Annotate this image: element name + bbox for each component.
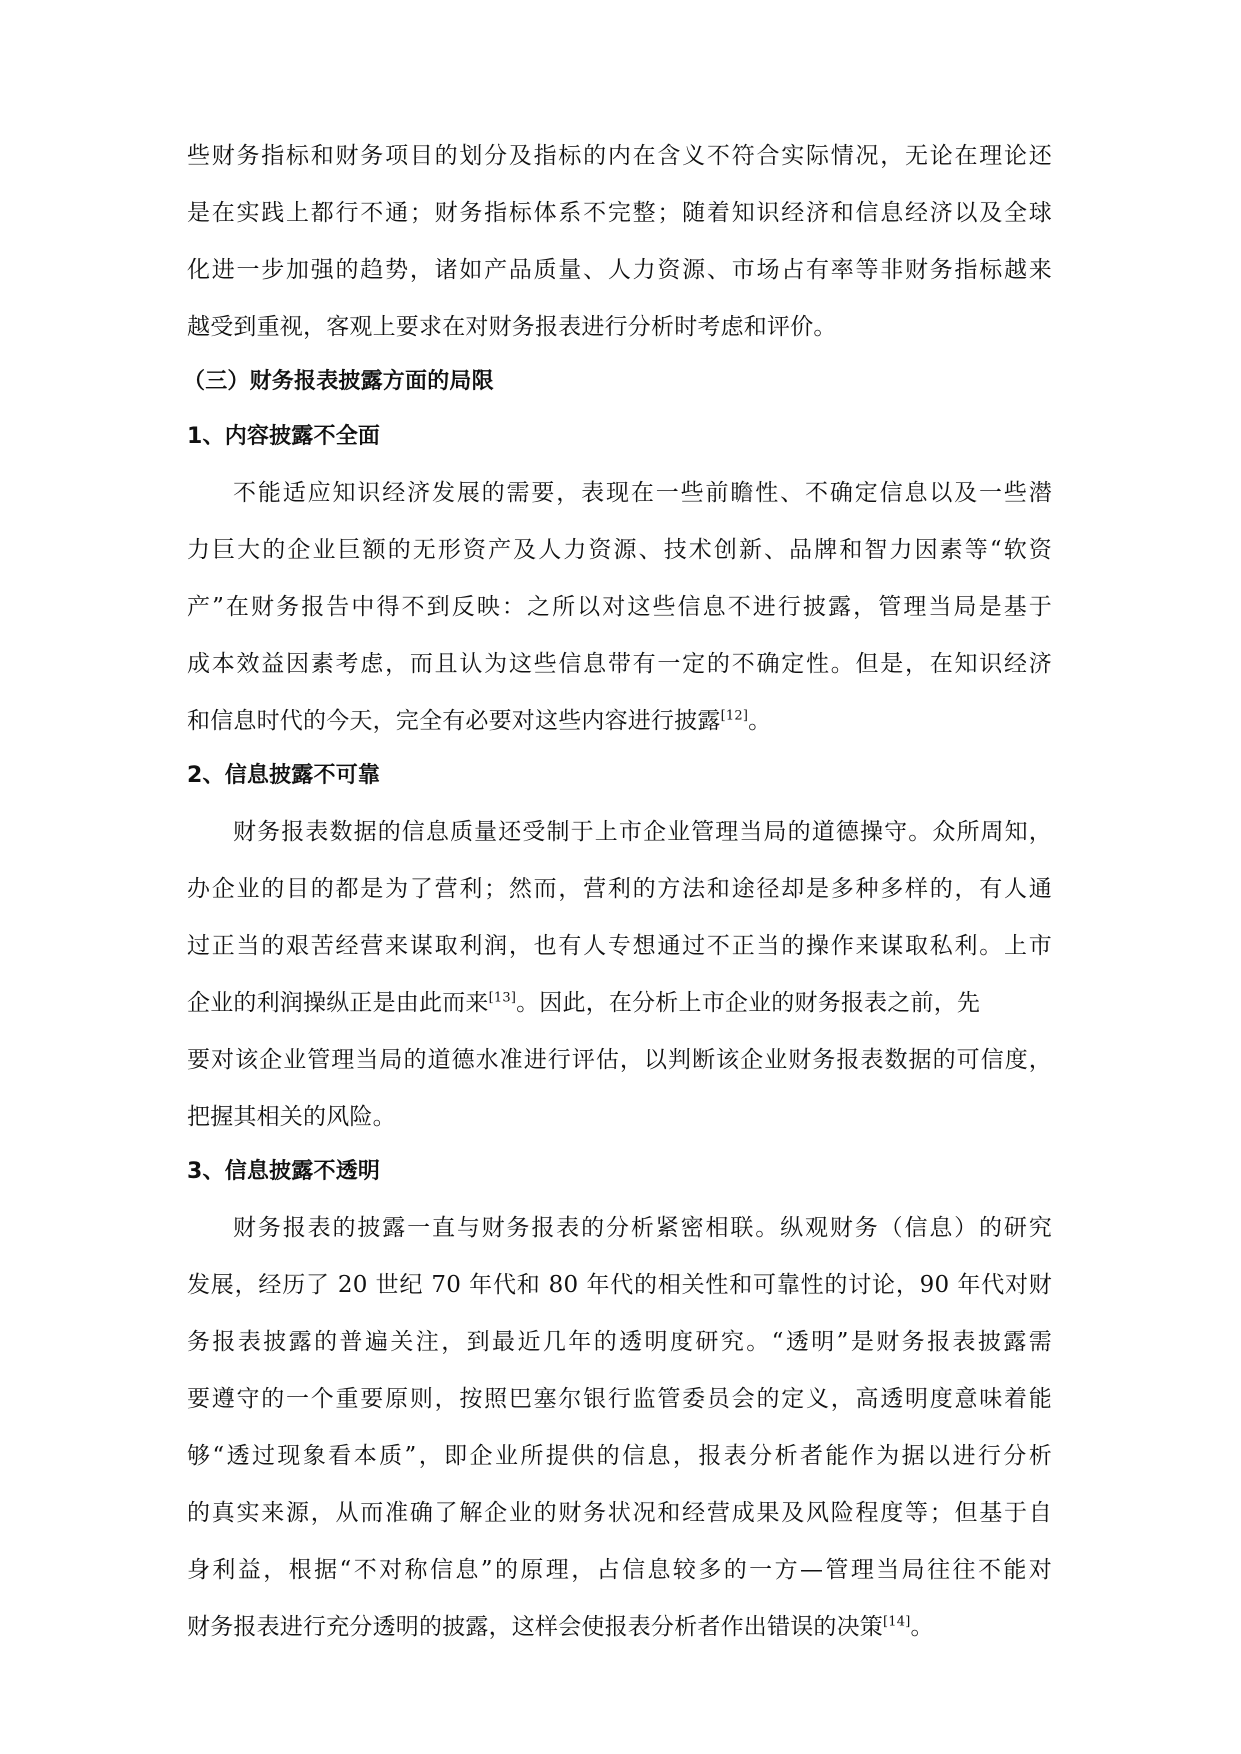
subsection-heading: 1、内容披露不全面 — [187, 424, 381, 449]
paragraph-line: 办企业的目的都是为了营利；然而，营利的方法和途径却是多种多样的，有人通 — [187, 876, 1052, 902]
paragraph-line: 些财务指标和财务项目的划分及指标的内在含义不符合实际情况，无论在理论还 — [187, 143, 1052, 169]
paragraph-line: 务报表披露的普遍关注，到最近几年的透明度研究。“透明”是财务报表披露需 — [187, 1329, 1052, 1355]
paragraph-line — [187, 703, 771, 739]
paragraph-line: 发展，经历了 20 世纪 70 年代和 80 年代的相关性和可靠性的讨论，90 年代对财 — [187, 1272, 1052, 1298]
paragraph-line: 的真实来源，从而准确了解企业的财务状况和经营成果及风险程度等；但基于自 — [187, 1500, 1052, 1526]
paragraph-line — [187, 985, 980, 1021]
paragraph-line: 越受到重视，客观上要求在对财务报表进行分析时考虑和评价。 — [187, 314, 837, 340]
citation-ref: [13] — [488, 990, 517, 1006]
paragraph-line: 力巨大的企业巨额的无形资产及人力资源、技术创新、品牌和智力因素等“软资 — [187, 537, 1052, 563]
section-heading: （三）财务报表披露方面的局限 — [183, 369, 494, 394]
paragraph-line: 把握其相关的风险。 — [187, 1104, 396, 1130]
subsection-heading: 3、信息披露不透明 — [187, 1159, 381, 1184]
paragraph-line: 够“透过现象看本质”，即企业所提供的信息，报表分析者能作为据以进行分析 — [187, 1443, 1052, 1469]
paragraph-line: 身利益，根据“不对称信息”的原理，占信息较多的一方—管理当局往往不能对 — [187, 1557, 1052, 1583]
paragraph-line — [187, 1609, 934, 1645]
line-tail: 。因此，在分析上市企业的财务报表之前，先 — [516, 990, 981, 1016]
paragraph-line: 不能适应知识经济发展的需要，表现在一些前瞻性、不确定信息以及一些潜 — [233, 480, 1052, 506]
paragraph-line: 要遵守的一个重要原则，按照巴塞尔银行监管委员会的定义，高透明度意味着能 — [187, 1386, 1052, 1412]
paragraph-line: 成本效益因素考虑，而且认为这些信息带有一定的不确定性。但是，在知识经济 — [187, 651, 1052, 677]
paragraph-line: 财务报表的披露一直与财务报表的分析紧密相联。纵观财务（信息）的研究 — [233, 1215, 1052, 1241]
line-text: 和信息时代的今天，完全有必要对这些内容进行披露 — [187, 708, 721, 734]
citation-ref: [14] — [883, 1614, 911, 1630]
paragraph-line: 产”在财务报告中得不到反映：之所以对这些信息不进行披露，管理当局是基于 — [187, 594, 1052, 620]
line-text: 企业的利润操纵正是由此而来 — [187, 990, 489, 1016]
paragraph-line: 要对该企业管理当局的道德水准进行评估，以判断该企业财务报表数据的可信度， — [187, 1047, 1052, 1073]
paragraph-line: 过正当的艰苦经营来谋取利润，也有人专想通过不正当的操作来谋取私利。上市 — [187, 933, 1052, 959]
citation-ref: [12] — [720, 708, 749, 724]
subsection-heading: 2、信息披露不可靠 — [187, 763, 381, 788]
paragraph-line: 是在实践上都行不通；财务指标体系不完整；随着知识经济和信息经济以及全球 — [187, 200, 1052, 226]
line-tail: 。 — [910, 1614, 934, 1640]
paragraph-line: 化进一步加强的趋势，诸如产品质量、人力资源、市场占有率等非财务指标越来 — [187, 257, 1052, 283]
paragraph-line: 财务报表数据的信息质量还受制于上市企业管理当局的道德操守。众所周知， — [233, 819, 1052, 845]
line-tail: 。 — [748, 708, 772, 734]
line-text: 财务报表进行充分透明的披露，这样会使报表分析者作出错误的决策 — [187, 1614, 883, 1640]
